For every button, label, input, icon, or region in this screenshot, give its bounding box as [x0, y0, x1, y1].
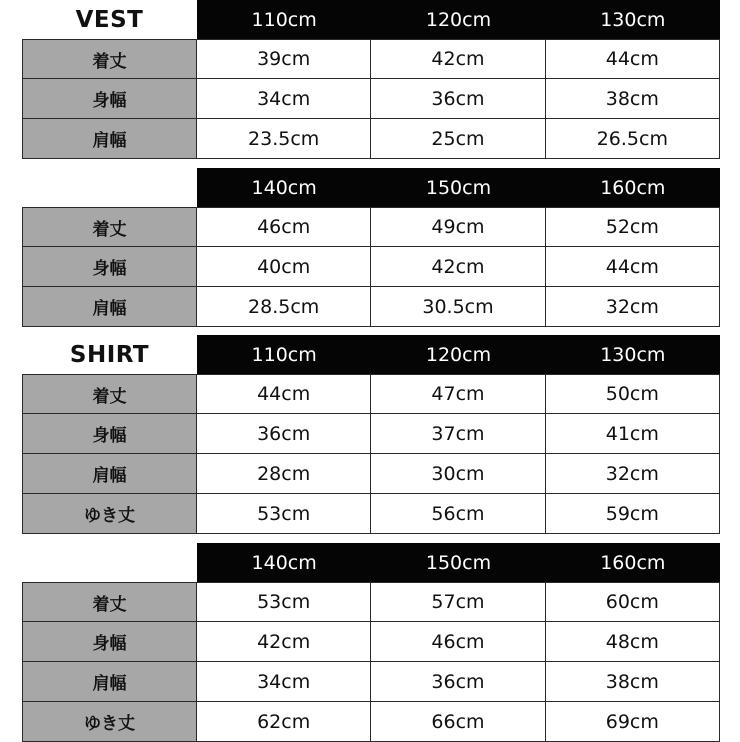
- table-row: [22, 79, 720, 119]
- size-table-vest-2: [22, 168, 720, 327]
- size-header-cell: 150cm: [371, 168, 545, 207]
- size-header-cell: 110cm: [197, 335, 371, 374]
- data-cell: 23.5cm: [196, 119, 371, 159]
- data-cell: 52cm: [546, 207, 720, 247]
- data-cell: 47cm: [371, 374, 545, 414]
- data-cell: 56cm: [371, 494, 545, 534]
- row-label: 身幅: [22, 414, 196, 454]
- size-header-cell: 160cm: [546, 543, 720, 582]
- data-cell: 42cm: [371, 247, 545, 287]
- data-cell: 59cm: [546, 494, 720, 534]
- table-row: [22, 247, 720, 287]
- table-row: [22, 119, 720, 159]
- data-cell: 36cm: [371, 79, 545, 119]
- table-title: [22, 168, 197, 207]
- data-cell: 40cm: [196, 247, 371, 287]
- data-cell: 44cm: [546, 39, 720, 79]
- data-cell: 36cm: [196, 414, 371, 454]
- table-row: [22, 374, 720, 414]
- data-cell: 62cm: [196, 702, 371, 742]
- size-header-cell: 130cm: [546, 335, 720, 374]
- size-header-row: [22, 335, 720, 374]
- table-row: [22, 39, 720, 79]
- row-label: 着丈: [22, 374, 196, 414]
- row-label: 着丈: [22, 582, 196, 622]
- data-cell: 34cm: [196, 662, 371, 702]
- table-row: [22, 494, 720, 534]
- data-cell: 53cm: [196, 582, 371, 622]
- data-cell: 69cm: [546, 702, 720, 742]
- table-row: [22, 207, 720, 247]
- row-label: 肩幅: [22, 454, 196, 494]
- table-row: [22, 287, 720, 327]
- data-cell: 48cm: [546, 622, 720, 662]
- data-cell: 44cm: [196, 374, 371, 414]
- size-header-row: [22, 168, 720, 207]
- data-cell: 38cm: [546, 79, 720, 119]
- table-title: [22, 543, 197, 582]
- size-header-cell: 140cm: [197, 168, 371, 207]
- size-header-cell: 110cm: [197, 0, 371, 39]
- data-cell: 32cm: [546, 454, 720, 494]
- data-cell: 57cm: [371, 582, 545, 622]
- data-cell: 34cm: [196, 79, 371, 119]
- table-row: [22, 622, 720, 662]
- size-header-row: [22, 0, 720, 39]
- data-cell: 60cm: [546, 582, 720, 622]
- data-cell: 44cm: [546, 247, 720, 287]
- row-label: ゆき丈: [22, 494, 196, 534]
- data-cell: 37cm: [371, 414, 545, 454]
- data-cell: 39cm: [196, 39, 371, 79]
- size-header-cell: 160cm: [546, 168, 720, 207]
- data-cell: 36cm: [371, 662, 545, 702]
- data-cell: 30cm: [371, 454, 545, 494]
- table-row: [22, 662, 720, 702]
- data-cell: 41cm: [546, 414, 720, 454]
- data-cell: 30.5cm: [371, 287, 545, 327]
- size-table-shirt-2: [22, 543, 720, 742]
- data-cell: 53cm: [196, 494, 371, 534]
- size-header-cell: 140cm: [197, 543, 371, 582]
- data-cell: 38cm: [546, 662, 720, 702]
- data-cell: 66cm: [371, 702, 545, 742]
- data-cell: 26.5cm: [546, 119, 720, 159]
- data-cell: 49cm: [371, 207, 545, 247]
- row-label: ゆき丈: [22, 702, 196, 742]
- size-header-row: [22, 543, 720, 582]
- size-table-shirt-1: [22, 335, 720, 534]
- data-cell: 50cm: [546, 374, 720, 414]
- row-label: 肩幅: [22, 119, 196, 159]
- data-cell: 46cm: [371, 622, 545, 662]
- size-header-cell: 130cm: [546, 0, 720, 39]
- data-cell: 28cm: [196, 454, 371, 494]
- row-label: 着丈: [22, 207, 196, 247]
- row-label: 肩幅: [22, 287, 196, 327]
- table-title: VEST: [75, 6, 144, 33]
- data-cell: 28.5cm: [196, 287, 371, 327]
- size-header-cell: 150cm: [371, 543, 545, 582]
- data-cell: 25cm: [371, 119, 545, 159]
- row-label: 身幅: [22, 622, 196, 662]
- data-cell: 42cm: [371, 39, 545, 79]
- table-row: [22, 414, 720, 454]
- size-table-vest-1: [22, 0, 720, 159]
- row-label: 身幅: [22, 247, 196, 287]
- table-row: [22, 702, 720, 742]
- data-cell: 32cm: [546, 287, 720, 327]
- table-row: [22, 454, 720, 494]
- size-header-cell: 120cm: [371, 335, 545, 374]
- row-label: 肩幅: [22, 662, 196, 702]
- size-header-cell: 120cm: [371, 0, 545, 39]
- table-row: [22, 582, 720, 622]
- data-cell: 42cm: [196, 622, 371, 662]
- data-cell: 46cm: [196, 207, 371, 247]
- table-title: SHIRT: [69, 341, 150, 368]
- row-label: 身幅: [22, 79, 196, 119]
- row-label: 着丈: [22, 39, 196, 79]
